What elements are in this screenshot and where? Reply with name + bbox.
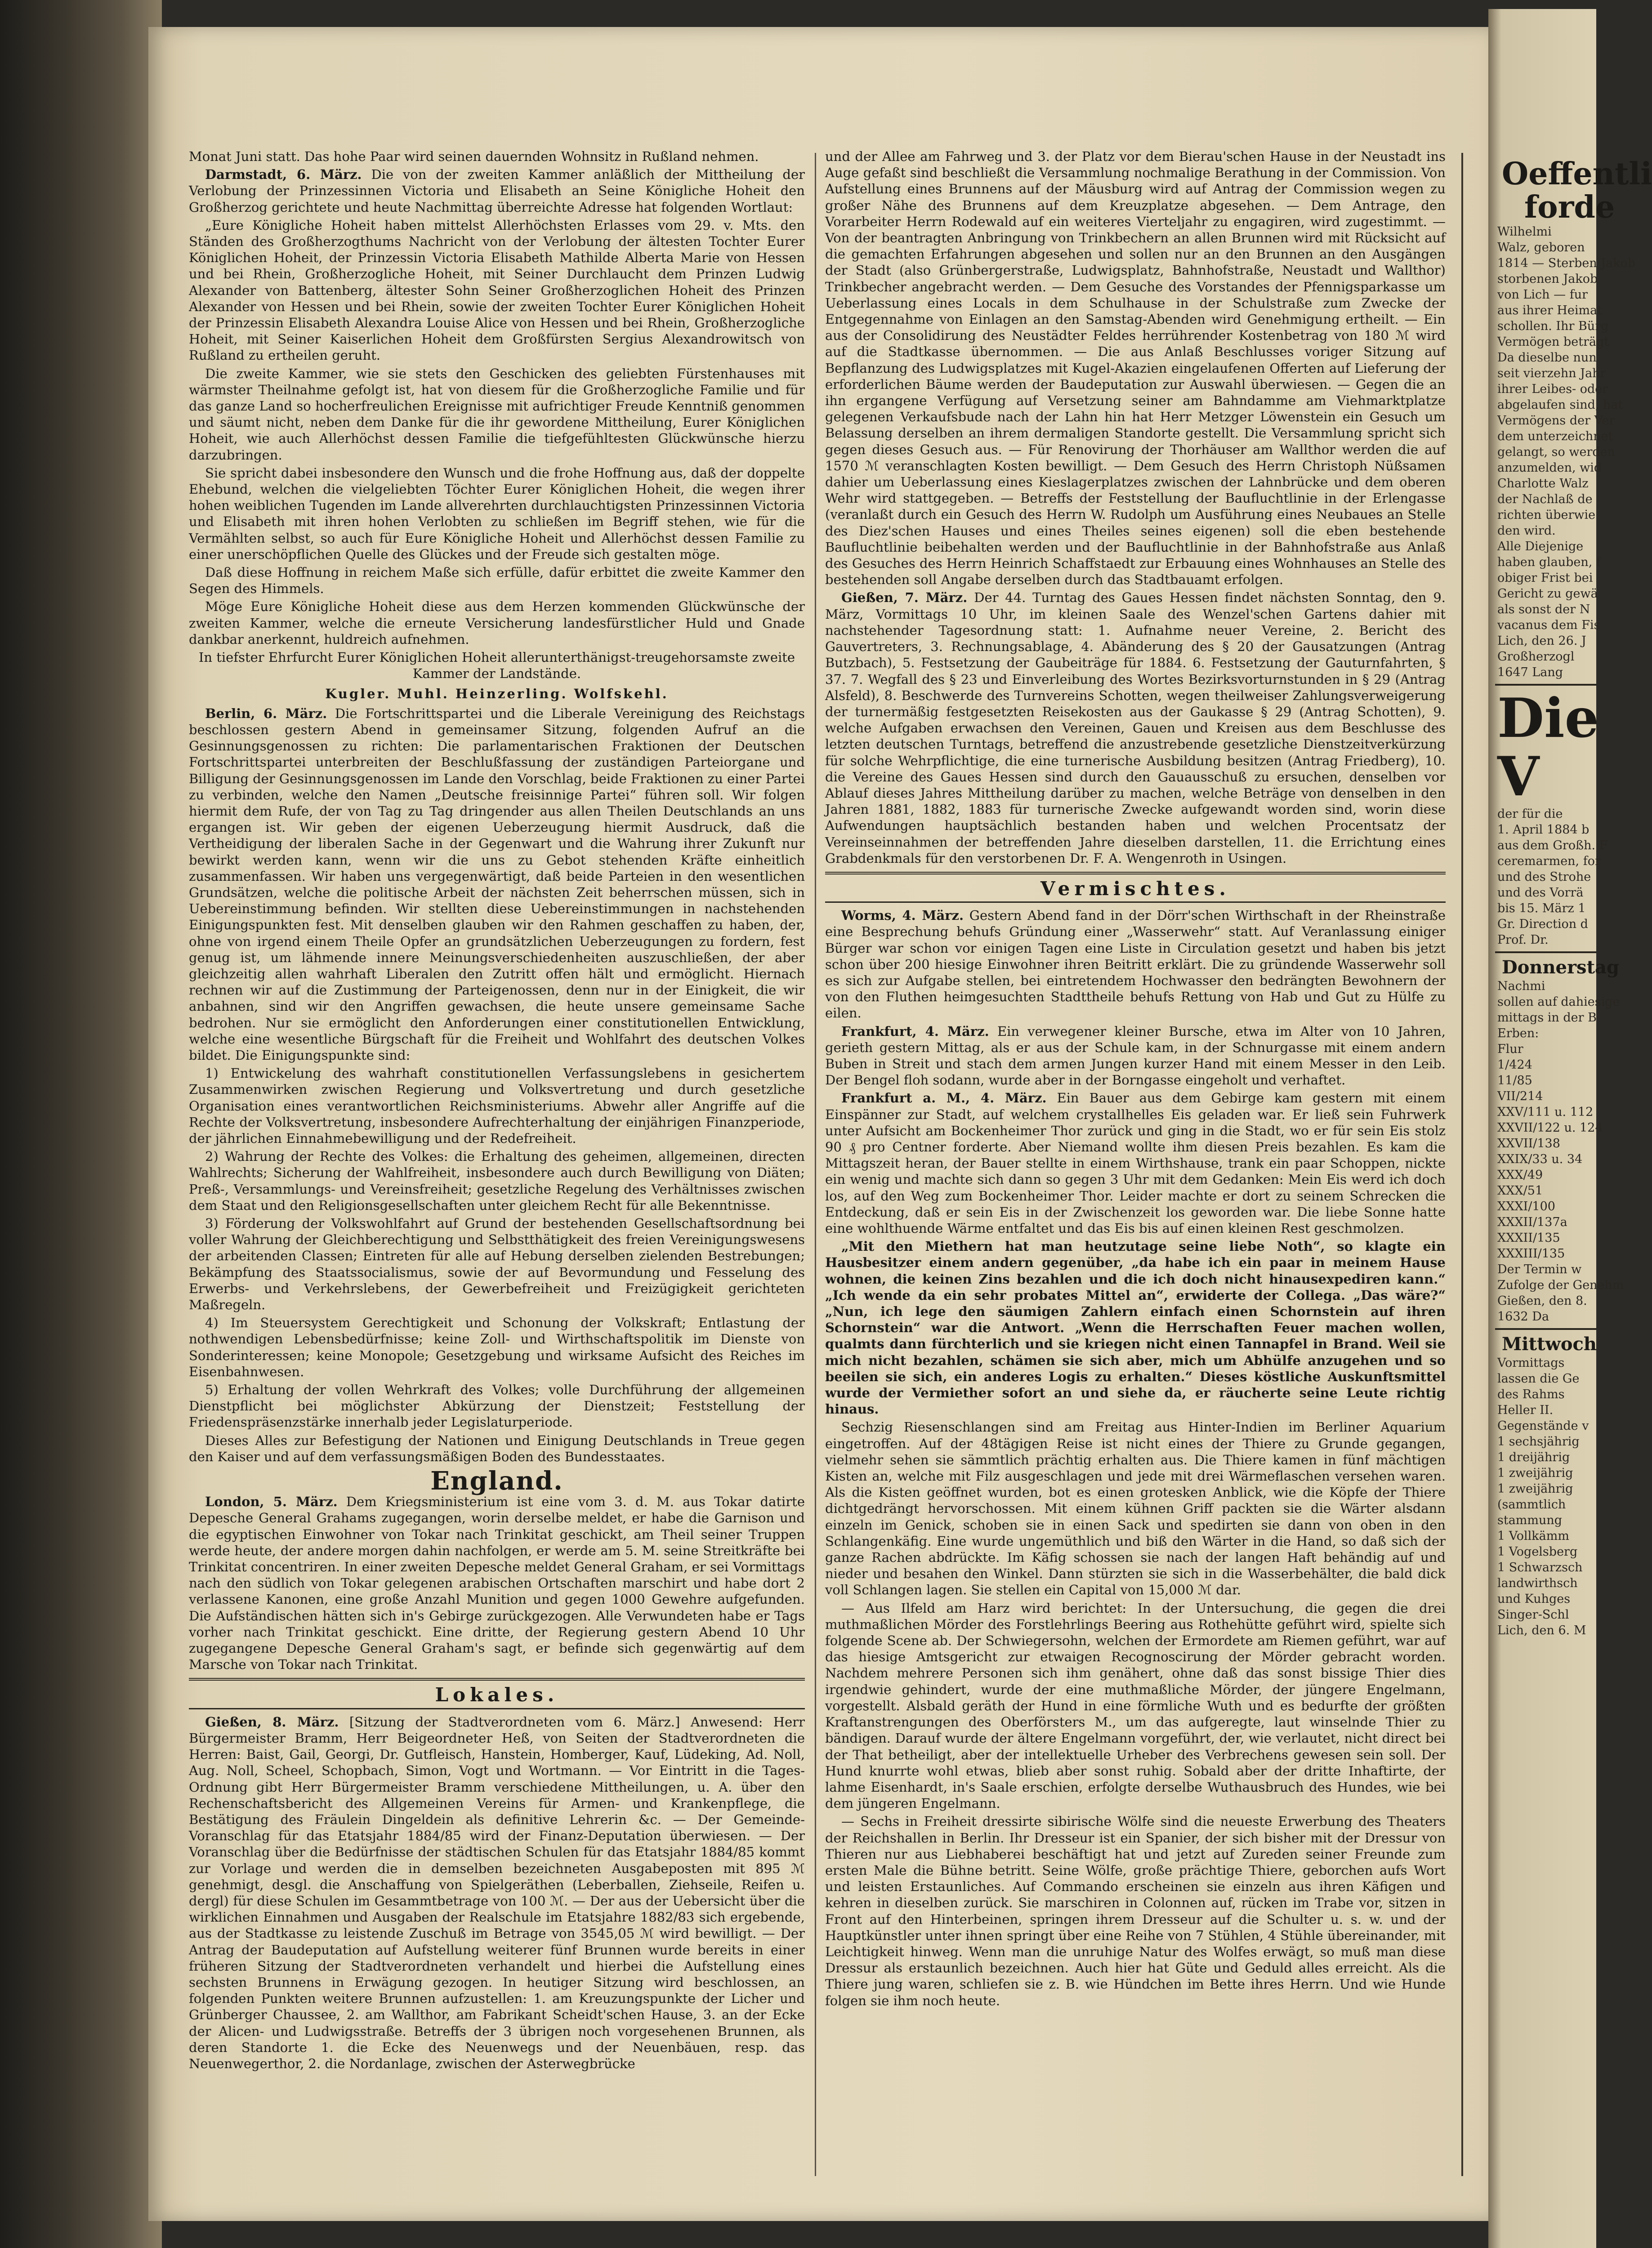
fragment-lines [1488, 1355, 1596, 1638]
frankfurt-ice-article: Frankfurt a. M., 4. März. Ein Bauer aus dem Gebirge kam gestern mit einem Einspänner zur Stadt, auf welchem crystallhelles Eis geladen war. Er ließ sein Fuhrwerk unter Aufsicht am Bockenheimer Thor zurück und ging in die Stadt, wo er für sein Eis stolz 90 ₰ pro Centner forderte. Aber Niemand wollte ihm diesen Preis bezahlen. Es kam die Mittagszeit heran, der Bauer stellte in einem Wirthshause, trank ein paar Schoppen, nickte ein wenig und machte sich dann so gegen 3 Uhr mit dem Gedanken: Mein Eis werd ich doch los, auf den Weg zum Bockenheimer Thor. Leider machte er dort zu seinem Schrecken die Entdeckung, daß er sein Eis in der Zwischenzeit los geworden war. Die liebe Sonne hatte eine wohlthuende Wärme entfaltet und das Eis bis auf einen kleinen Rest geschmolzen. [825, 1090, 1446, 1236]
fragment-line: Prof. Dr. [1497, 933, 1549, 947]
fragment-line: XXXII/135 [1497, 1231, 1560, 1245]
fragment-rule [1495, 951, 1596, 953]
intro-text: Monat Juni statt. Das hohe Paar wird seinen dauernden Wohnsitz in Rußland nehmen. [189, 149, 759, 164]
fragment-line: VII/214 [1497, 1089, 1543, 1103]
fragment-lines [1488, 806, 1608, 948]
program-point: 2) Wahrung der Rechte des Volkes: die Erhaltung des geheimen, allgemeinen, directen Wahlrechts; Sicherung der Wahlfreiheit, insbesondere auch durch Bewilligung von Diäten; Preß-, Versammlungs- und Vereinsfreiheit; gesetzliche Regelung des Verhältnisses zwischen dem Staat und den Religionsgesellschaften unter gleichem Recht für alle Bekenntnisse. [189, 1149, 805, 1213]
fragment-line: stammung [1497, 1513, 1563, 1527]
fragment-line: XXX/51 [1497, 1184, 1543, 1198]
fragment-lines [1488, 224, 1636, 680]
newspaper-page [148, 27, 1488, 2221]
fragment-line: Singer-Schl [1497, 1608, 1569, 1622]
fragment-line: und des Vorrä [1497, 886, 1584, 900]
fragment-line: von Lich — fur [1497, 288, 1588, 302]
fragment-line: obiger Frist bei [1497, 571, 1593, 585]
program-point: 3) Förderung der Volkswohlfahrt auf Grund der bestehenden Gesellschaftsordnung bei voller Wahrung der Gleichberechtigung und Selbstthätigkeit des freien Vereinigungswesens der arbeitenden Classen; Eintreten für alle auf Hebung derselben zielenden Bestrebungen; Bekämpfung des Staatssocialismus, sowie der auf Bevormundung und Fesselung des Erwerbs- und Verkehrslebens, der Gewerbefreiheit und Freizügigkeit gerichteten Maßregeln. [189, 1216, 805, 1313]
fragment-line: richten überwie [1497, 508, 1596, 522]
fragment-line: aus ihrer Heimat [1497, 303, 1603, 317]
fragment-content [1488, 9, 1652, 2248]
fragment-line: den wird. [1497, 524, 1556, 538]
stadtverordneten-article: Gießen, 8. März. [Sitzung der Stadtverordneten vom 6. März.] Anwesend: Herr Bürgermeister Bramm, Herr Beigeordneter Heß, von Seiten der Stadtverordneten die Herren: Baist, Gail, Georgi, Dr. Gutfleisch, Hanstein, Homberger, Kauf, Lüdeking, Ad. Noll, Aug. Noll, Scheel, Schopbach, Simon, Vogt und Wortmann. — Vor Eintritt in die Tages-Ordnung gibt Herr Bürgermeister Bramm verschiedene Mittheilungen, u. A. über den Rechenschaftsbericht des Allgemeinen Vereins für Armen- und Krankenpflege, die Bestätigung des Fräulein Dingeldein als definitive Lehrerin &c. — Der Gemeinde-Voranschlag für das Etatsjahr 1884/85 wird der Finanz-Deputation überwiesen. — Der Voranschlag über die Bedürfnisse der städtischen Schulen für das Etatsjahr 1884/85 kommt zur Vorlage und werden die in demselben bezeichneten Ausgabeposten mit 895 ℳ genehmigt, desgl. die Anschaffung von Spielgeräthen (Leberballen, Ziehseile, Reifen u. dergl) für diese Schulen im Gesammtbetrage von 100 ℳ. — Der aus der Uebersicht über die wirklichen Einnahmen und Ausgaben der Realschule im Etatsjahre 1882/83 sich ergebende, aus der Stadtkasse zu leistende Zuschuß im Betrage von 3545,05 ℳ wird bewilligt. — Der Antrag der Baudeputation auf Aufstellung weiterer fünf Brunnen wurde bereits in einer früheren Sitzung der Stadtverordneten verhandelt und hierbei die Aufstellung eines sechsten Brunnens in Erwägung gezogen. In heutiger Sitzung wird beschlossen, an folgenden Punkten weitere Brunnen aufzustellen: 1. am Kreuzungspunkte der Licher und Grünberger Chaussee, 2. am Wallthor, am Fabrikant Scheidt'schen Hause, 3. an der Ecke der Alicen- und Ludwigsstraße. Betreffs der 3 übrigen noch vorgesehenen Brunnen, als deren Standorte 1. die Ecke des Neuenwegs und der Neuenbäuen, resp. das Neuenwegerthor, 2. die Nordanlage, zwischen der Asterwegbrücke [189, 1714, 805, 2071]
fragment-line: gelangt, so werden [1497, 445, 1616, 459]
fragment-line: ceremarmen, for [1497, 854, 1601, 868]
miether-anecdote: „Mit den Miethern hat man heutzutage seine liebe Noth“, so klagte ein Hausbesitzer einem andern gegenüber, „da habe ich ein paar in meinem Hause wohnen, die keinen Zins bezahlen und die ich doch nicht hinausexpediren kann.“ „Ich wende da ein sehr probates Mittel an“, erwiderte der Collega. „Das wäre?“ „Nun, ich lege den säumigen Zahlern einfach einen Schornstein auf ihren Schornstein“ war die Antwort. „Wenn die Herrschaften Feuer machen wollen, qualmts dann fürchterlich und sie kriegen nicht einen Tannapfel in Brand. Weil sie mich nicht bezahlen, schämen sie sich aber, mich um Abhülfe anzugehen und so beeilen sie sich, ein anderes Logis zu erhalten.“ Dieses köstliche Auskunftsmittel wurde der Vermiether sofort an und siehe da, er räucherte seine Leute richtig hinaus. [825, 1239, 1446, 1417]
fragment-line: ihrer Leibes- oder [1497, 382, 1608, 396]
fragment-line: Großherzogl [1497, 650, 1575, 664]
fragment-line: Vermögens der Ver [1497, 414, 1615, 428]
section-rule [189, 1678, 805, 1681]
program-closing: Dieses Alles zur Befestigung der Nationen und Einigung Deutschlands in Treue gegen den Kaiser und auf dem verfassungsmäßigen Boden des Bundesstaates. [189, 1432, 805, 1464]
fragment-line: Der Termin w [1497, 1262, 1582, 1276]
fragment-line: 1 Vogelsberg [1497, 1545, 1578, 1559]
fragment-line: XXXII/137a [1497, 1215, 1567, 1229]
left-column [189, 148, 805, 2181]
fragment-line: Charlotte Walz [1497, 477, 1589, 491]
book-binding [0, 0, 162, 2248]
fragment-heading-large: Die V [1497, 687, 1599, 808]
fragment-line: Erben: [1497, 1026, 1539, 1040]
address-closing: In tiefster Ehrfurcht Eurer Königlichen Hoheit allerunterthänigst-treugehorsamste zweite Kammer der Landstände. [198, 650, 795, 682]
fragment-line: 1814 — Sterben Jakob [1497, 256, 1636, 270]
fragment-line: Walz, geboren [1497, 241, 1585, 254]
fragment-line: 1 sechsjährig [1497, 1435, 1580, 1449]
program-point: 4) Im Steuersystem Gerechtigkeit und Schonung der Volkskraft; Entlastung der nothwendigen Lebensbedürfnisse; keine Zoll- und Wirthschaftspolitik im Dienste von Sonderinteressen; keine Monopole; Gesetzgebung und wirksame Aufsicht des Reiches im Eisenbahnwesen. [189, 1315, 805, 1379]
address-paragraph: „Eure Königliche Hoheit haben mittelst Allerhöchsten Erlasses vom 29. v. Mts. den Ständen des Großherzogthums Nachricht von der Verlobung der ältesten Tochter Eurer Königlichen Hoheit, der Prinzessin Victoria Elisabeth Mathilde Alberta Marie von Hessen und bei Rhein, Großherzogliche Hoheit, mit Seiner Durchlaucht dem Prinzen Ludwig Alexander von Battenberg, ältester Sohn Seiner Großherzoglichen Hoheit des Prinzen Alexander von Hessen und bei Rhein, sowie der zweiten Tochter Eurer Königlichen Hoheit der Prinzessin Elisabeth Alexandra Louise Alice von Hessen und bei Rhein, Großherzogliche Hoheit, mit Seiner Kaiserlichen Hoheit dem Großfürsten Sergius Alexandrowitsch von Rußland zu ertheilen geruht. [189, 217, 805, 363]
address-paragraph: Die zweite Kammer, wie sie stets den Geschicken des geliebten Fürstenhauses mit wärmster Theilnahme gefolgt ist, hat von diesem für die Großherzogliche Familie und für das ganze Land so hocherfreulichen Ereignisse mit aufrichtiger Freude Kenntniß genommen und säumt nicht, neben dem Danke für die ihr gewordene Mittheilung, Eurer Königlichen Hoheit, wie auch Allerhöchst dessen Familie die tiefgefühltesten Glückwünsche hierzu darzubringen. [189, 366, 805, 463]
fragment-line: storbenen Jakob [1497, 272, 1598, 286]
fragment-line: vacanus dem Fis [1497, 618, 1600, 632]
section-rule [825, 872, 1446, 874]
fragment-line: XXIX/33 u. 34 [1497, 1152, 1583, 1166]
fragment-line: XXXI/100 [1497, 1200, 1555, 1213]
fragment-line: dem unterzeichnet [1497, 429, 1613, 443]
fragment-line: Alle Diejenige [1497, 540, 1584, 553]
signatures: Kugler. Muhl. Heinzerling. Wolfskehl. [325, 686, 669, 701]
fragment-line: Flur [1497, 1042, 1523, 1056]
address-paragraph: Sie spricht dabei insbesondere den Wunsch und die frohe Hoffnung aus, daß der doppelte Ehebund, welchen die vielgeliebten Töchter Eurer Königlichen Hoheit, die wegen ihrer hohen weiblichen Tugenden im Lande allverehrten durchlauchtigsten Prinzessinnen Victoria und Elisabeth mit ihren hohen Verlobten zu schließen im Begriff stehen, wie für die Vermählten selbst, so auch für Eure Königliche Hoheit und Allerhöchst dessen Familie zu einer unerschöpflichen Quelle des Glückes und der Freude sich gestalten möge. [189, 465, 805, 562]
section-heading-lokales: Lokales. [435, 1684, 559, 1706]
right-column [825, 148, 1446, 2181]
berlin-article: Berlin, 6. März. Die Fortschrittspartei und die Liberale Vereinigung des Reichstags beschlossen gestern Abend in gemeinsamer Sitzung, folgenden Aufruf an die Gesinnungsgenossen zu richten: Die parlamentarischen Fraktionen der Deutschen Fortschrittspartei unterbreiten der Beschlußfassung der zuständigen Parteiorgane und Billigung der Gesinnungsgenossen im Lande den Vorschlag, beide Fraktionen zu einer Partei zu verbinden, welche den Namen „Deutsche freisinnige Partei“ führen soll. Wir folgen hiermit dem Rufe, der von Tag zu Tag dringender aus allen Theilen Deutschlands an uns ergangen ist. Wir geben der eigenen Ueberzeugung hiermit Ausdruck, daß die Vertheidigung der liberalen Sache in der Gegenwart und die Wahrung ihrer Zukunft nur bewirkt werden kann, wenn wir die uns zu Gebot stehenden Kräfte einheitlich zusammenfassen. Wir haben uns vergegenwärtigt, daß beide Parteien in den wesentlichen Grundsätzen, welche die politische Arbeit der nächsten Zeit beherrschen müssen, sich in Uebereinstimmung befinden. Wir stellten diese Uebereinstimmungen in nachstehenden Einigungspunkten fest. Mit denselben glauben wir den Rahmen geschaffen zu haben, der, ohne von irgend einem Theile Opfer an grundsätzlichen Ueberzeugungen zu fordern, fest genug ist, um lähmende innere Meinungsverschiedenheiten auszuschließen, der aber gleichzeitig allen wahrhaft Liberalen den Zutritt offen hält und ermöglicht. Hiernach rechnen wir auf die Zustimmung der Parteigenossen, denn nur in der Einigkeit, die wir anbahnen, sind wir den Angriffen gewachsen, die heute unsere gemeinsame Sache bedrohen. Nur sie ermöglicht den Anforderungen einer constitutionellen Entwicklung, welche eine wesentliche Bürgschaft für die Freiheit und Wohlfahrt des deutschen Volkes bildet. Die Einigungspunkte sind: [189, 705, 805, 1063]
fragment-line: Gegenstände v [1497, 1419, 1589, 1433]
fragment-line: 1 dreijährig [1497, 1450, 1570, 1464]
fragment-line: Lich, den 26. J [1497, 634, 1586, 648]
fragment-line: haben glauben, f [1497, 555, 1601, 569]
fragment-line: XXVII/138 [1497, 1137, 1560, 1151]
fragment-line: abgelaufen sind, hat [1497, 398, 1623, 412]
fragment-line: 1. April 1884 b [1497, 823, 1589, 837]
fragment-line: (sammtlich [1497, 1498, 1566, 1512]
fragment-line: sollen auf dahiesige [1497, 995, 1620, 1009]
fragment-heading: Donnerstag [1502, 957, 1619, 978]
fragment-line: der für die [1497, 807, 1563, 821]
section-rule [189, 1708, 805, 1709]
fragment-line: mittags in der B [1497, 1011, 1597, 1025]
fragment-line: seit vierzehn Jahr [1497, 366, 1606, 380]
ilfeld-article: — Aus Ilfeld am Harz wird berichtet: In der Untersuchung, die gegen die drei muthmaßlichen Mörder des Forstlehrlings Beering aus Rothehütte geführt wird, spielte sich folgende Scene ab. Der Schwiegersohn, welchen der Ermordete am Riemen geführt, war auf das hiesige Amtsgericht zur etwaigen Recognoscirung der Mörder gebracht worden. Nachdem mehrere Personen sich ihm genähert, ohne daß das sonst bissige Thier dies irgendwie gehindert, wurde der eine muthmaßliche Mörder, der jüngere Engelmann, vorgestellt. Alsbald geräth der Hund in eine förmliche Wuth und es bedurfte der größten Kraftanstrengungen des Oberförsters M., um das aufgeregte, laut winselnde Thier zu bändigen. Darauf wurde der ältere Engelmann vorgeführt, der, wie verlautet, nicht direct bei der That betheiligt, aber der intellektuelle Urheber des Verbrechens gewesen sein soll. Der Hund knurrte wohl etwas, blieb aber sonst ruhig. Sobald aber der dritte Inhaftirte, der lahme Eisenhardt, in's Saale erschien, erfolgte derselbe Wuthausbruch des Hundes, wie bei dem jüngeren Engelmann. [825, 1600, 1446, 1811]
column-divider [815, 153, 816, 2176]
fragment-line: und Kuhges [1497, 1592, 1571, 1606]
fragment-line: Wilhelmi [1497, 225, 1552, 239]
fragment-line: Gr. Direction d [1497, 917, 1588, 931]
fragment-line: schollen. Ihr Bürg [1497, 319, 1609, 333]
fragment-line: aus dem Großh. F [1497, 839, 1608, 852]
woelfe-article: — Sechs in Freiheit dressirte sibirische Wölfe sind die neueste Erwerbung des Theaters der Reichshallen in Berlin. Ihr Dresseur ist ein Spanier, der sich bisher mit der Dressur von Thieren nur aus Liebhaberei beschäftigt hat und jetzt auf Zureden seiner Freunde zum ersten Male die Bühne betritt. Seine Wölfe, große prächtige Thiere, geborchen aufs Wort und leisten Erstaunliches. Auf Commando erscheinen sie einzeln aus ihren Käfigen und kehren in dieselben zurück. Sie marschiren in Colonnen auf, rücken im Trabe vor, sitzen in Front auf den Hinterbeinen, springen ihrem Dresseur auf die Schulter u. s. w. und der Hauptkünstler unter ihnen springt über eine Reihe von 7 Stühlen, 4 Stühle übereinander, mit Leichtigkeit hinweg. Wenn man die unruhige Natur des Wolfes erwägt, so muß man diese Dressur als erstaunlich bezeichnen. Auch hier hat Güte und Geduld alles erreicht. Als die Thiere jung waren, schliefen sie z. B. wie Hündchen im Bette ihres Herrn. Und wie Hunde folgen sie ihm noch heute. [825, 1814, 1446, 2008]
program-point: 5) Erhaltung der vollen Wehrkraft des Volkes; volle Durchführung der allgemeinen Dienstpflicht bei möglichster Abkürzung der Dienstzeit; Feststellung der Friedenspräsenzstärke innerhalb jeder Legislaturperiode. [189, 1382, 805, 1430]
fragment-line: Gießen, den 8. [1497, 1294, 1587, 1308]
fragment-heading: forde [1524, 189, 1615, 225]
fragment-line: 1 zweijährig [1497, 1482, 1573, 1496]
fragment-line: 1 Vollkämm [1497, 1529, 1569, 1543]
fragment-line: Da dieselbe nun [1497, 351, 1597, 365]
fragment-line: 1632 Da [1497, 1310, 1549, 1324]
fragment-line: anzumelden, wid [1497, 461, 1602, 475]
fragment-line: als sonst der N [1497, 602, 1590, 616]
fragment-line: 1/424 [1497, 1058, 1532, 1072]
fragment-line: und des Strohe [1497, 870, 1591, 884]
fragment-line: Vermögen beträgt [1497, 335, 1609, 349]
fragment-heading: Oeffentli [1502, 156, 1652, 192]
fragment-line: bis 15. März 1 [1497, 901, 1586, 915]
address-paragraph: Daß diese Hoffnung in reichem Maße sich erfülle, dafür erbittet die zweite Kammer den Segen des Himmels. [189, 565, 805, 597]
fragment-line: des Rahms [1497, 1387, 1565, 1401]
london-article: London, 5. März. Dem Kriegsministerium ist eine vom 3. d. M. aus Tokar datirte Depesche General Grahams zugegangen, worin derselbe meldet, er habe die Garnison und die egyptischen Einwohner von Tokar nach Trinkitat geschickt, am Theil seiner Truppen werde heute, der andere morgen dahin nachfolgen, er werde am 5. M. seine Streitkräfte bei Trinkitat concentriren. In einer zweiten Depesche meldet General Graham, er sei Vormittags nach den südlich von Tokar gelegenen arabischen Ortschaften marschirt und habe dort 2 verlassene Kanonen, eine große Anzahl Munition und gegen 1000 Gewehre aufgefunden. Die Aufständischen hätten sich in's Gebirge zurückgezogen. Alle Verwundeten habe er Tags vorher nach Trinkitat geschickt. Eine dritte, der Regierung gestern Abend 10 Uhr zugegangene Depesche General Graham's sagt, er befinde sich gegenwärtig auf dem Marsche von Tokar nach Trinkitat. [189, 1494, 805, 1673]
address-paragraph: Möge Eure Königliche Hoheit diese aus dem Herzen kommenden Glückwünsche der zweiten Kammer, welche die erneute Versicherung landesfürstlicher Huld und Gnade dankbar anerkennt, huldreich aufnehmen. [189, 599, 805, 647]
fragment-heading: Mittwoch [1502, 1334, 1597, 1355]
fragment-line: Nachmi [1497, 979, 1545, 993]
fragment-line: Zufolge der Genehm [1497, 1278, 1624, 1292]
fragment-line: landwirthsch [1497, 1576, 1578, 1590]
worms-article: Worms, 4. März. Gestern Abend fand in der Dörr'schen Wirthschaft in der Rheinstraße eine Besprechung behufs Gründung einer „Wasserwehr“ statt. Auf Veranlassung einiger Bürger war schon vor einigen Tagen eine Liste in Circulation gesetzt und haben bis jetzt schon über 200 hiesige Einwohner ihren Beitritt erklärt. Die zu gründende Wasserwehr soll es sich zur Aufgabe stellen, bei eintretendem Hochwasser den bedrängten Bewohnern der von den Fluthen heimgesuchten Stadttheile behufs Rettung von Hab und Gut zu Hülfe zu eilen. [825, 908, 1446, 1021]
fragment-line: XXX/49 [1497, 1168, 1543, 1182]
fragment-line: XXVII/122 u. 124 [1497, 1121, 1603, 1135]
fragment-line: 1 Schwarzsch [1497, 1561, 1583, 1574]
fragment-line: XXV/111 u. 112 [1497, 1105, 1594, 1119]
section-heading-england: England. [430, 1466, 563, 1496]
fragment-line: 1 zweijährig [1497, 1466, 1573, 1480]
program-point: 1) Entwickelung des wahrhaft constitutionellen Verfassungslebens in gesichertem Zusammenwirken zwischen Regierung und Volksvertretung und durch gesetzliche Organisation eines verantwortlichen Reichsministeriums. Abwehr aller Angriffe auf die Rechte der Volksvertretung, insbesondere Aufrechterhaltung der einjährigen Finanzperiode, der jährlichen Einnahmebewilligung und der Redefreiheit. [189, 1066, 805, 1146]
fragment-line: XXXIII/135 [1497, 1247, 1565, 1261]
fragment-line: 11/85 [1497, 1074, 1532, 1088]
fragment-line: Lich, den 6. M [1497, 1624, 1586, 1637]
turntag-article: Gießen, 7. März. Der 44. Turntag des Gaues Hessen findet nächsten Sonntag, den 9. März, Vormittags 10 Uhr, im kleinen Saale des Wenzel'schen Gartens dahier mit nachstehender Tagesordnung statt: 1. Aufnahme neuer Vereine, 2. Bericht des Gauvertreters, 3. Rechnungsablage, 4. Abänderung des § 20 der Gausatzungen (Antrag Butzbach), 5. Festsetzung der Gaubeiträge für 1884. 6. Festsetzung der Gauturnfahrten, § 37. 7. Wegfall des § 23 und Einverleibung des Wortes Bezirksvorturnstunden in § 29 (Antrag Alsfeld), 8. Beschwerde des Turnvereins Schotten, wegen theilweiser Zahlungsverweigerung der turnermäßig festgesetzten Reisekosten aus der Gaukasse § 29 (Antrag Schotten), 9. welche Aufgaben erwachsen den Vereinen, Gauen und Kreisen aus dem Beschlusse des letzten deutschen Turntags, betreffend die anzustrebende gesetzliche Dienstzeitverkürzung für solche Wehrpflichtige, die eine turnerische Ausbildung besitzen (Antrag Friedberg), 10. die Vereine des Gaues Hessen sind durch den Gauausschuß zu ersuchen, denselben vor Ablauf dieses Jahres Mittheilung darüber zu machen, welche Beträge von denselben in den Jahren 1881, 1882, 1883 für turnerische Zwecke aufgewandt worden sind, worin diese Aufwendungen hauptsächlich bestanden haben und welchen Procentsatz der Vereinseinnahmen der betreffenden Jahre dieselben darstellen, 11. die Errichtung eines Grabdenkmals für den verstorbenen Dr. F. A. Wengenroth in Usingen. [825, 590, 1446, 866]
fragment-line: der Nachlaß de [1497, 492, 1593, 506]
fragment-line: Vormittags [1497, 1356, 1565, 1370]
fragment-line: Gericht zu gewä [1497, 587, 1598, 601]
fragment-line: 1647 Lang [1497, 665, 1563, 679]
adjacent-page-fragment [1488, 9, 1652, 2248]
page-edge-rule [1461, 153, 1463, 2176]
section-heading-vermischtes: Vermischtes. [1040, 877, 1231, 900]
lokales-continued: und der Allee am Fahrweg und 3. der Platz vor dem Bierau'schen Hause in der Neustadt ins Auge gefaßt sind beschließt die Versammlung nochmalige Berathung in der Commission. Von Aufstellung eines Brunnens auf der Mäusburg wird auf Antrag der Commission wegen zu großer Nähe des Brunnens auf dem Kreuzplatze abgesehen. — Dem Antrage, den Vorarbeiter Herrn Rodewald auf ein weiteres Vierteljahr zu engagiren, wird zugestimmt. — Von der beantragten Anbringung von Trinkbechern an allen Brunnen wird mit Rücksicht auf die gemachten Erfahrungen abgesehen und sollen nur an den Brunnen an den Ausgängen der Stadt (also Grünbergerstraße, Ludwigsplatz, Bahnhofstraße, Neustadt und Wallthor) Trinkbecher angebracht werden. — Dem Gesuche des Vorstandes der Pfennigsparkasse um Ueberlassung eines Locals in dem Schulhause in der Schulstraße zum Zwecke der Entgegennahme von Einlagen an den Samstag-Abenden wird Genehmigung ertheilt. — Ein aus der Consolidirung des Neustädter Feldes herrührender Kostenbetrag von 180 ℳ wird auf die Stadtkasse übernommen. — Die aus Anlaß Beschlusses voriger Sitzung auf Bepflanzung des Ludwigsplatzes mit Kugel-Akazien eingelaufenen Offerten auf Lieferung der erforderlichen Bäume werden der Baudeputation zur Auswahl überwiesen. — Gegen die an ihn ergangene Verfügung auf Versetzung seiner am Bahndamme am Viehmarktplatze gelegenen Verkaufsbude nach der Lahn hin hat Herr Metzger Löwenstein ein Gesuch um Belassung derselben an ihrem dermaligen Standorte gestellt. Die Versammlung spricht sich gegen dieses Gesuch aus. — Für Renovirung der Thorhäuser am Wallthor werden die auf 1570 ℳ veranschlagten Kosten bewilligt. — Dem Gesuch des Herrn Christoph Nüßsamen dahier um Ueberlassung eines Kieslagerplatzes zwischen der Lahnbrücke und dem oberen Wehr wird stattgegeben. — Betreffs der Feststellung der Baufluchtlinie in der Erlengasse (veranlaßt durch ein Gesuch des Herrn W. Rudolph um Ausführung eines Neubaues an Stelle des Diez'schen Hauses und eines Theiles seines eigenen) soll die eben bestehende Baufluchtlinie beibehalten werden und der Baufluchtlinie in der Bahnhofstraße aus Anlaß des Gesuches des Herrn Heinrich Schaffstaedt zur Erbauung eines Wohnhauses an Stelle des bestehenden soll Angabe derselben durch das Stadtbauamt erfolgen. [825, 149, 1446, 588]
fragment-line: lassen die Ge [1497, 1372, 1580, 1386]
section-rule [825, 901, 1446, 903]
darmstadt-article: Darmstadt, 6. März. Die von der zweiten Kammer anläßlich der Mittheilung der Verlobung der Prinzessinnen Victoria und Elisabeth an Seine Königliche Hoheit den Großherzog gerichtete und heute Nachmittag überreichte Adresse hat folgenden Wortlaut: [189, 167, 805, 215]
frankfurt-article: Frankfurt, 4. März. Ein verwegener kleiner Bursche, etwa im Alter von 10 Jahren, gerieth gestern Mittag, als er aus der Schule kam, in der Schnurgasse mit einem andern Buben in Streit und stach dem armen Jungen kurzer Hand mit einem Messer in den Leib. Der Bengel floh sodann, wurde aber in der Borngasse eingeholt und verhaftet. [825, 1023, 1446, 1088]
fragment-rule [1495, 1328, 1596, 1330]
riesenschlangen-article: Sechzig Riesenschlangen sind am Freitag aus Hinter-Indien im Berliner Aquarium eingetroffen. Auf der 48tägigen Reise ist nicht eines der Thiere zu Grunde gegangen, vielmehr sehen sie sämmtlich prächtig erhalten aus. Die Thiere kamen in fünf mächtigen Kisten an, welche mit Filz ausgeschlagen und jede mit drei Wärmeflaschen versehen waren. Als die Kisten geöffnet wurden, bot es einen grotesken Anblick, wie die Köpfe der Thiere dichtgedrängt hervorschossen. Mit einem kühnen Griff packten sie die Wärter alsdann einzeln im Genick, schoben sie in einen Sack und spedirten sie dann von oben in den Schlangenkäfig. Eine wurde ungemüthlich und biß den Wärter in die Hand, so daß sich der ganze Rachen abdrückte. Im Käfig schossen sie nach der langen Haft behändig auf und nieder und besahen den Winkel. Dann stürzten sie sich in die Wasserbehälter, die bald dick voll Schlangen lagen. Sie stellen ein Capital von 15,000 ℳ dar. [825, 1419, 1446, 1598]
fragment-lines [1488, 978, 1624, 1325]
fragment-rule [1495, 684, 1596, 686]
fragment-line: Heller II. [1497, 1403, 1554, 1417]
